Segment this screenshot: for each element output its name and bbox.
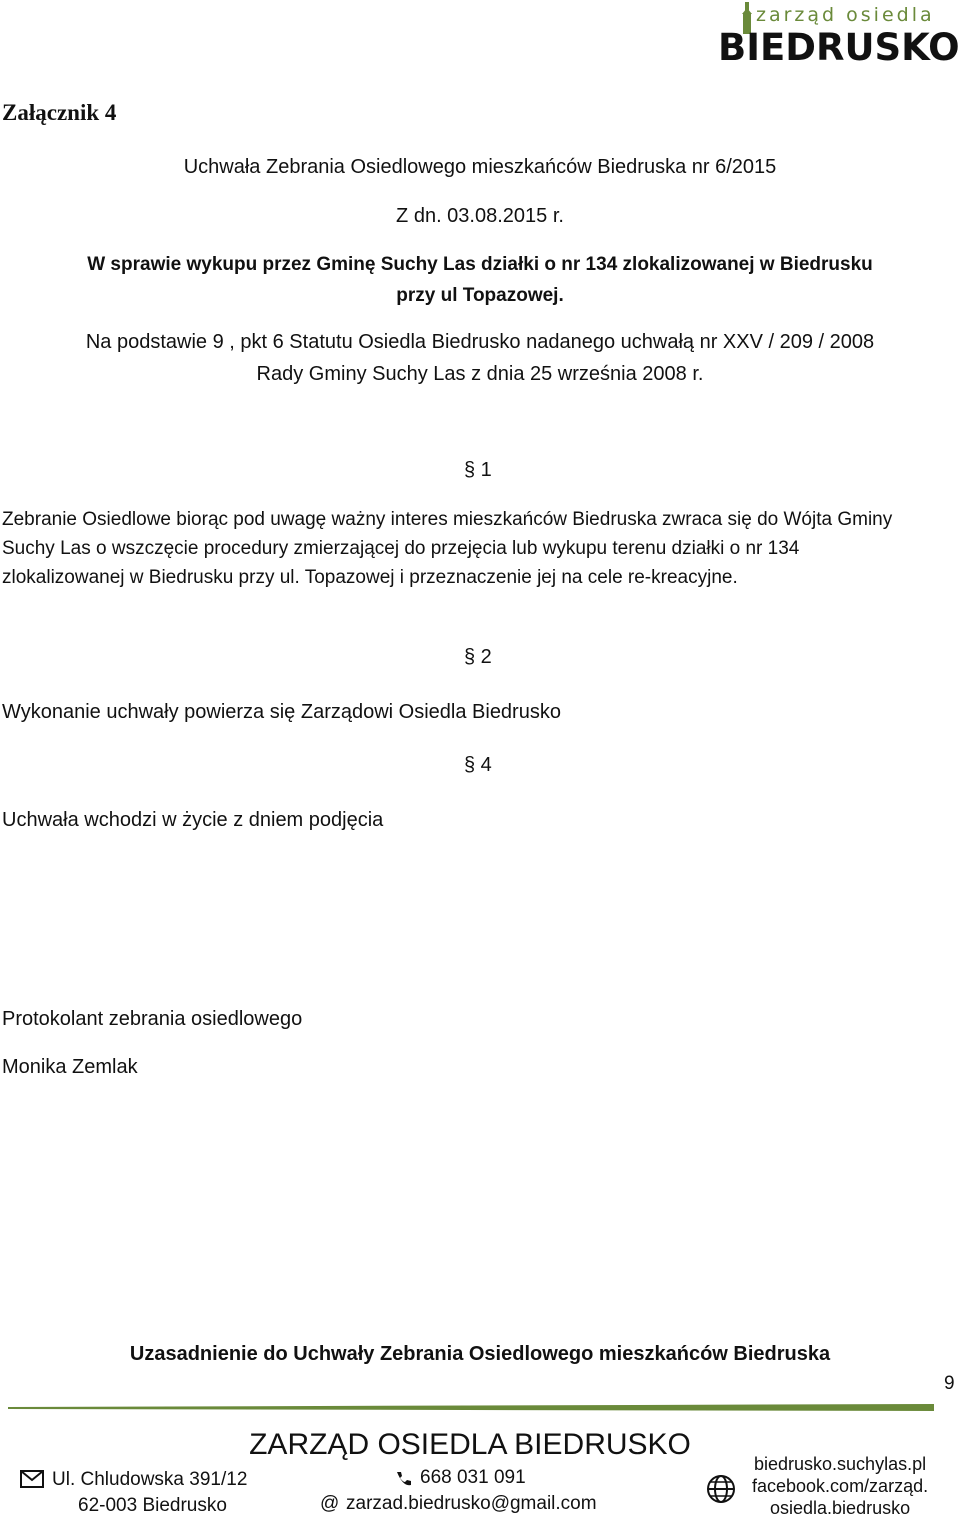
footer-address-line-2: 62-003 Biedrusko: [78, 1495, 227, 1516]
org-logo: [718, 2, 958, 68]
legal-basis-line-1: Na podstawie 9 , pkt 6 Statutu Osiedla Biedrusko nadanego uchwałą nr XXV / 209 / 2008: [85, 331, 875, 353]
justification-heading: Uzasadnienie do Uchwały Zebrania Osiedlowego mieszkańców Biedruska: [129, 1343, 831, 1365]
footer-org-name: ZARZĄD OSIEDLA BIEDRUSKO: [249, 1428, 691, 1461]
resolution-title: Uchwała Zebrania Osiedlowego mieszkańców Biedruska nr 6/2015: [183, 156, 777, 178]
section-4-label: § 4: [464, 754, 492, 776]
subject-line-2: przy ul Topazowej.: [396, 285, 564, 306]
footer-address-line-1: Ul. Chludowska 391/12: [52, 1469, 248, 1490]
logo-title: BIEDRUSKO: [718, 26, 960, 69]
resolution-date: Z dn. 03.08.2015 r.: [396, 205, 564, 227]
legal-basis-line-2: Rady Gminy Suchy Las z dnia 25 września 2008 r.: [256, 363, 704, 385]
at-icon: @: [320, 1493, 340, 1514]
logo-subtitle: zarząd osiedla: [756, 4, 935, 26]
section-2-text: Wykonanie uchwały powierza się Zarządowi Osiedla Biedrusko: [2, 701, 561, 723]
globe-icon: [706, 1474, 736, 1504]
footer-website: biedrusko.suchylas.pl: [754, 1454, 927, 1474]
footer-facebook-line-1: facebook.com/zarząd.: [752, 1476, 929, 1496]
recorder-label: Protokolant zebrania osiedlowego: [2, 1008, 303, 1030]
page-title: Załącznik 4: [2, 100, 117, 125]
footer-facebook-line-2: osiedla.biedrusko: [770, 1498, 911, 1518]
section-1-label: § 1: [464, 459, 492, 481]
envelope-icon: [20, 1470, 44, 1488]
footer-email: zarzad.biedrusko@gmail.com: [346, 1493, 597, 1514]
footer-phone: 668 031 091: [420, 1467, 526, 1488]
section-4-text: Uchwała wchodzi w życie z dniem podjęcia: [2, 809, 384, 831]
footer-divider: [8, 1404, 934, 1411]
page-number: 9: [944, 1373, 955, 1394]
phone-icon: [394, 1470, 412, 1488]
section-2-label: § 2: [464, 646, 492, 668]
subject-line-1: W sprawie wykupu przez Gminę Suchy Las działki o nr 134 zlokalizowanej w Biedrusku: [87, 254, 873, 275]
section-1-text: Zebranie Osiedlowe biorąc pod uwagę ważny interes mieszkańców Biedruska zwraca się do Wójta Gminy Suchy Las o wszczęcie procedury zmierzającej do przejęcia lub wykupu terenu działki o nr 134 zlokalizowanej w Biedrusku przy ul. Topazowej i przeznaczenie jej na cele re-kreacyjne.: [2, 509, 893, 588]
recorder-name: Monika Zemlak: [2, 1056, 138, 1078]
